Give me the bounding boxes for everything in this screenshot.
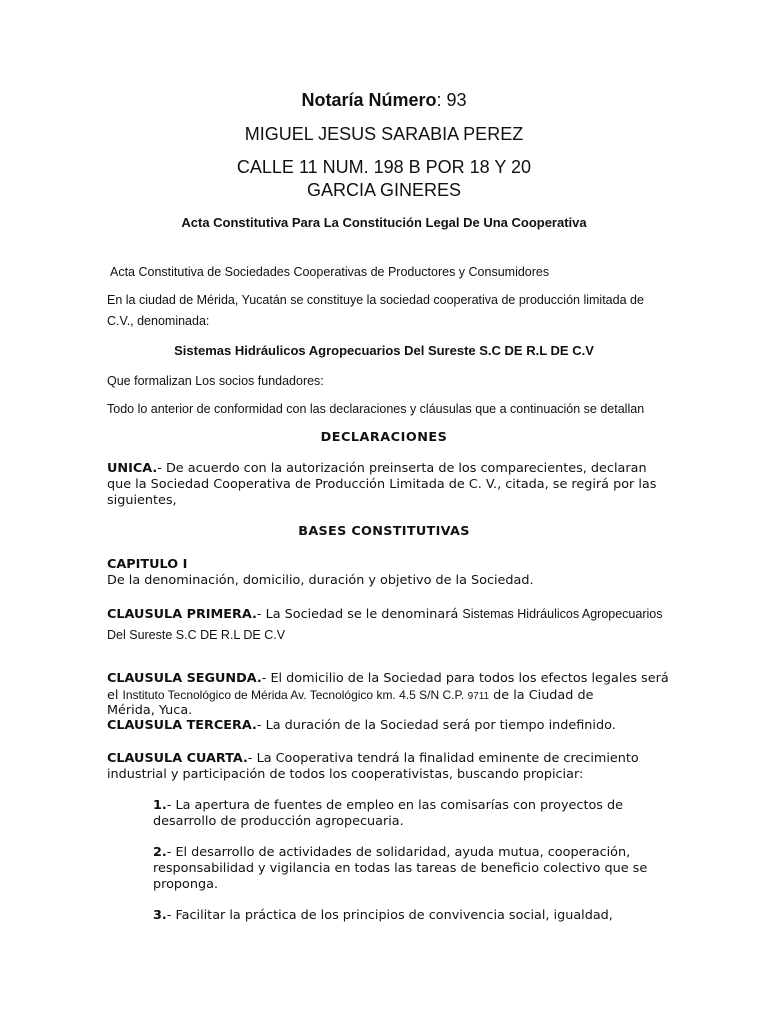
- item-2-line-1: [153, 845, 630, 861]
- intro-city-line-2: C.V., denominada:: [107, 314, 210, 328]
- address-line-2: GARCIA GINERES: [306, 180, 462, 200]
- item-1-line-1: [153, 798, 623, 814]
- company-name: Sistemas Hidráulicos Agropecuarios Del Sureste S.C DE R.L DE C.V: [174, 343, 594, 358]
- unica-line-1: [107, 461, 647, 477]
- capitulo-heading: CAPITULO I: [107, 557, 188, 572]
- clausula-cuarta-line-2: industrial y participación de todos los cooperativistas, buscando propiciar:: [107, 767, 584, 782]
- unica-line-3: siguientes,: [107, 493, 177, 508]
- clausula-cuarta-line-1: [107, 751, 639, 767]
- clausula-cuarta-label: CLAUSULA CUARTA.: [107, 751, 248, 766]
- capitulo-description: De la denominación, domicilio, duración y objetivo de la Sociedad.: [107, 573, 534, 588]
- clausula-cuarta-text-1: - La Cooperativa tendrá la finalidad eminente de crecimiento: [247, 751, 639, 766]
- clausula-segunda-tail: de la Ciudad de: [489, 688, 594, 703]
- clausula-segunda-cp: 9711: [467, 691, 490, 702]
- item-3-text-1: - Facilitar la práctica de los principios de convivencia social, igualdad,: [166, 908, 613, 923]
- intro-subtitle: Acta Constitutiva de Sociedades Cooperativas de Productores y Consumidores: [110, 265, 550, 279]
- clausula-primera-name-1: Sistemas Hidráulicos Agropecuarios: [462, 607, 663, 621]
- clausula-tercera-label: CLAUSULA TERCERA.: [107, 718, 257, 733]
- item-3-line-1: [153, 908, 613, 924]
- clausula-primera-label: CLAUSULA PRIMERA.: [107, 607, 257, 622]
- notaria-line: [0, 90, 768, 111]
- clausula-primera-line-1: [107, 606, 662, 623]
- item-2-line-3: proponga.: [153, 877, 219, 892]
- bases-heading: BASES CONSTITUTIVAS: [298, 524, 470, 539]
- notaria-label: Notaría Número: [301, 90, 437, 110]
- clausula-segunda-line-3: Mérida, Yuca.: [107, 703, 193, 718]
- item-1-text-1: - La apertura de fuentes de empleo en las comisarías con proyectos de: [166, 798, 624, 813]
- notary-name: MIGUEL JESUS SARABIA PEREZ: [244, 124, 524, 144]
- clausula-tercera-text: - La duración de la Sociedad será por tiempo indefinido.: [256, 718, 616, 733]
- unica-text-1: - De acuerdo con la autorización preinserta de los comparecientes, declaran: [157, 461, 647, 476]
- founders-line: Que formalizan Los socios fundadores:: [107, 374, 324, 388]
- clausula-primera-name-2: Del Sureste S.C DE R.L DE C.V: [107, 628, 286, 642]
- clausula-tercera-line: [107, 718, 616, 734]
- declaraciones-heading: DECLARACIONES: [320, 430, 448, 445]
- item-2-text-1: - El desarrollo de actividades de solidaridad, ayuda mutua, cooperación,: [166, 845, 631, 860]
- notaria-number: 93: [446, 90, 467, 110]
- clausula-primera-text: - La Sociedad se le denominará: [256, 607, 463, 622]
- clausula-segunda-label: CLAUSULA SEGUNDA.: [107, 671, 262, 686]
- clausula-segunda-line-1: [107, 671, 669, 687]
- intro-city-line-1: En la ciudad de Mérida, Yucatán se constituye la sociedad cooperativa de producción limitada de: [107, 293, 644, 307]
- clausula-segunda-text-1: - El domicilio de la Sociedad para todos los efectos legales será: [261, 671, 669, 686]
- item-2-number: 2.: [153, 845, 167, 860]
- notaria-separator: :: [436, 90, 442, 110]
- unica-line-2: que la Sociedad Cooperativa de Producción Limitada de C. V., citada, se regirá por las: [107, 477, 657, 492]
- item-2-line-2: responsabilidad y vigilancia en todas las tareas de beneficio colectivo que se: [153, 861, 648, 876]
- conformity-line: Todo lo anterior de conformidad con las declaraciones y cláusulas que a continuación se detallan: [107, 402, 645, 416]
- clausula-segunda-el: el: [107, 688, 123, 703]
- document-title: Acta Constitutiva Para La Constitución Legal De Una Cooperativa: [181, 215, 587, 230]
- item-1-number: 1.: [153, 798, 167, 813]
- item-1-line-2: desarrollo de producción agropecuaria.: [153, 814, 404, 829]
- item-3-number: 3.: [153, 908, 167, 923]
- unica-label: UNICA.: [107, 461, 158, 476]
- clausula-segunda-institute: Instituto Tecnológico de Mérida Av. Tecnológico km. 4.5 S/N C.P.: [122, 688, 468, 702]
- address-line-1: CALLE 11 NUM. 198 B POR 18 Y 20: [236, 157, 532, 177]
